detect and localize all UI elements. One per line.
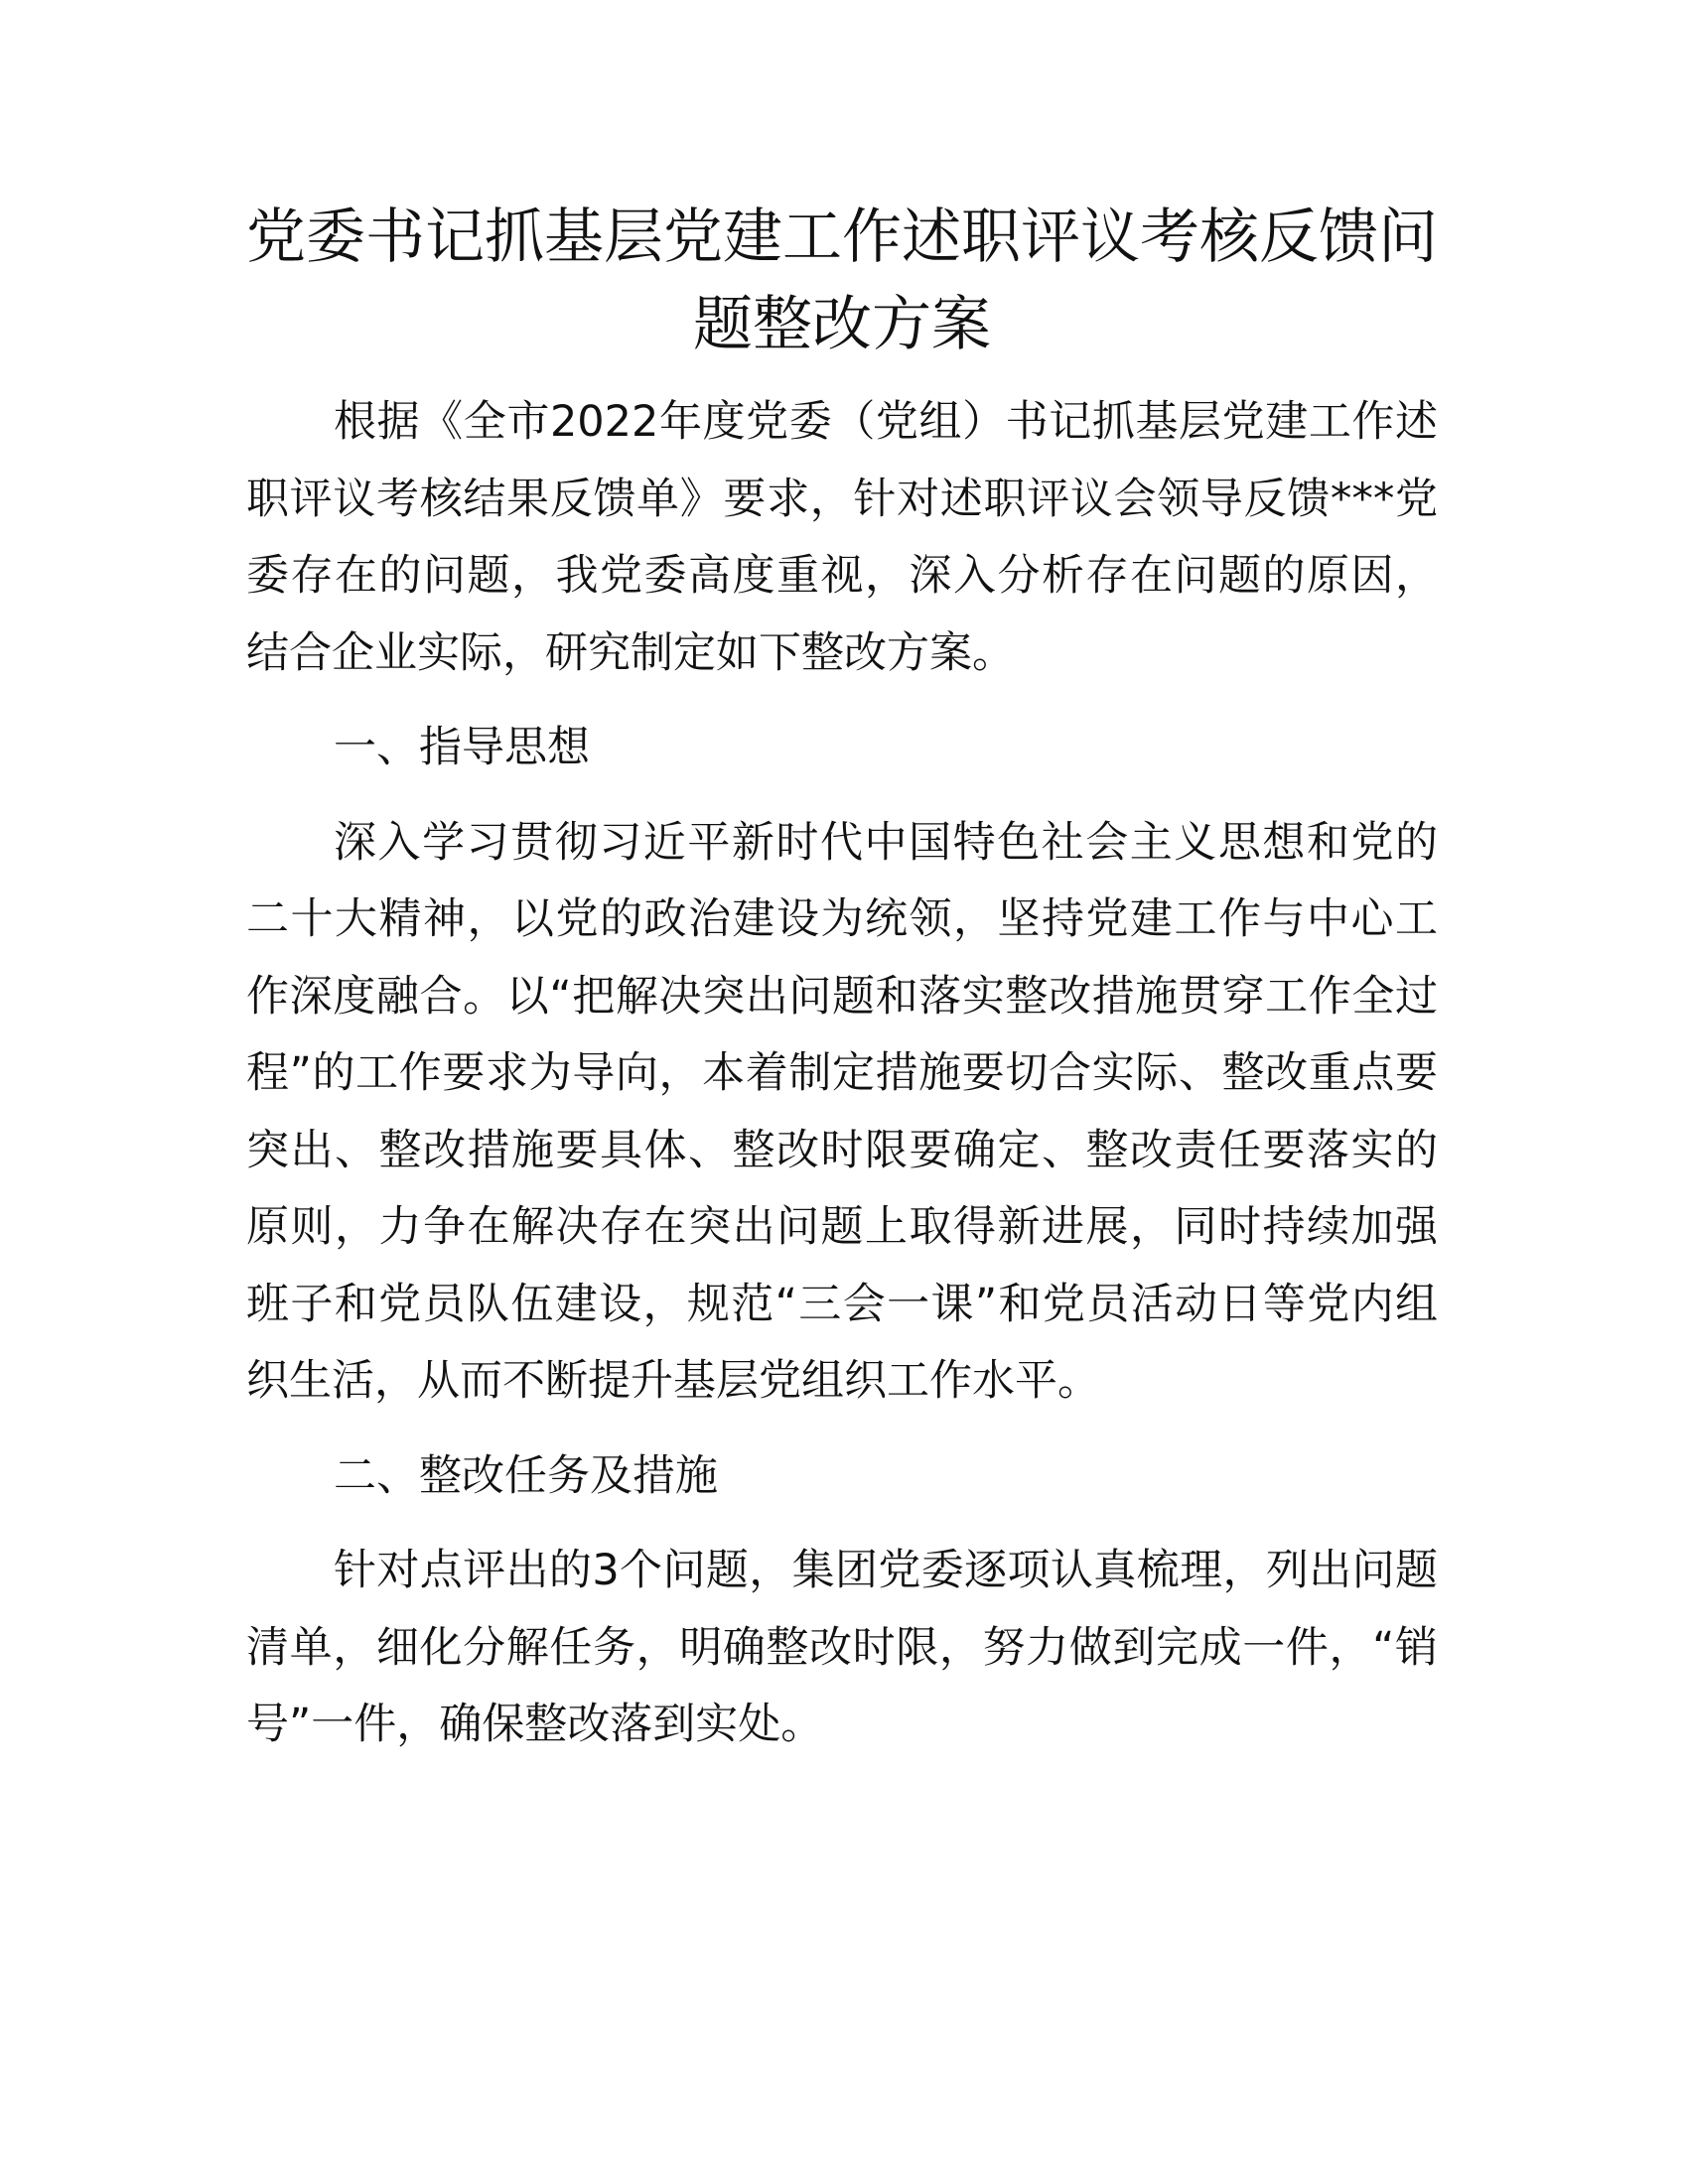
guiding-ideology-paragraph: 深入学习贯彻习近平新时代中国特色社会主义思想和党的二十大精神，以党的政治建设为统领，坚持党建工作与中心工作深度融合。以“把解决突出问题和落实整改措施贯穿工作全过程”的工作要求为导向，本着制定措施要切合实际、整改重点要突出、整改措施要具体、整改时限要确定、整改责任要落实的原则，力争在解决存在突出问题上取得新进展，同时持续加强班子和党员队伍建设，规范“三会一课”和党员活动日等党内组织生活，从而不断提升基层党组织工作水平。 (246, 817, 1438, 1406)
section-heading-rectification-tasks: 二、整改任务及措施 (334, 1450, 718, 1501)
document-body (246, 194, 1438, 1764)
intro-paragraph: 根据《全市2022年度党委（党组）书记抓基层党建工作述职评议考核结果反馈单》要求，针对述职评议会领导反馈***党委存在的问题，我党委高度重视，深入分析存在问题的原因，结合企业实际，研究制定如下整改方案。 (246, 397, 1438, 678)
section-heading-guiding-ideology: 一、指导思想 (334, 723, 590, 772)
rectification-tasks-paragraph: 针对点评出的3个问题，集团党委逐项认真梳理，列出问题清单，细化分解任务，明确整改时限，努力做到完成一件，“销号”一件，确保整改落到实处。 (246, 1546, 1438, 1749)
document-title (246, 194, 1438, 368)
title-line-2: 题整改方案 (693, 290, 991, 359)
title-line-1: 党委书记抓基层党建工作述职评议考核反馈问 (246, 203, 1438, 272)
